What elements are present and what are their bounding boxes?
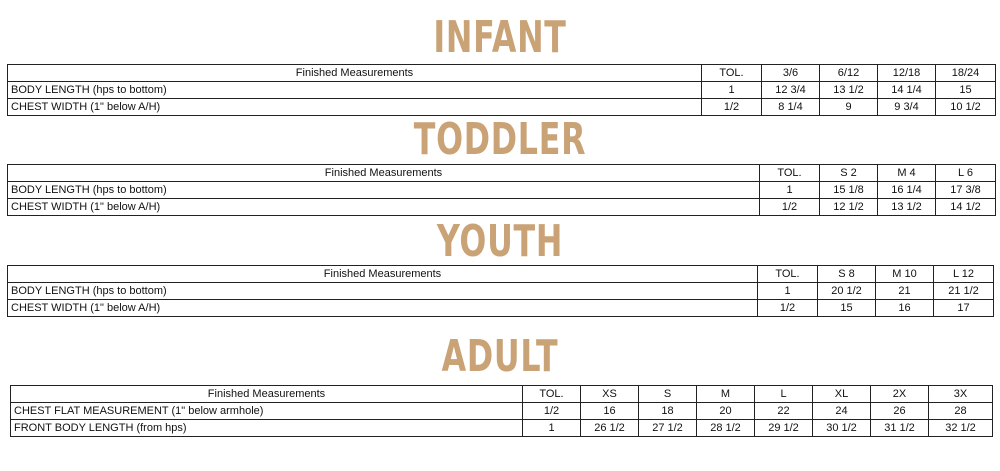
infant-size-table bbox=[7, 64, 996, 116]
measurement-cell: 24 bbox=[813, 403, 871, 420]
tolerance-cell: 1/2 bbox=[702, 99, 762, 116]
tolerance-cell: 1/2 bbox=[760, 199, 820, 216]
table-row bbox=[11, 403, 993, 420]
column-header-tol: TOL. bbox=[523, 386, 581, 403]
measurement-cell: 28 1/2 bbox=[697, 420, 755, 437]
measurement-cell: 29 1/2 bbox=[755, 420, 813, 437]
column-header-tol: TOL. bbox=[758, 266, 818, 283]
measurement-cell: 20 1/2 bbox=[818, 283, 876, 300]
measurement-cell: 20 bbox=[697, 403, 755, 420]
measurement-cell: 15 bbox=[818, 300, 876, 317]
column-header-size: 6/12 bbox=[820, 65, 878, 82]
measurement-cell: 18 bbox=[639, 403, 697, 420]
measurement-cell: 15 bbox=[936, 82, 996, 99]
column-header-label: Finished Measurements bbox=[8, 165, 760, 182]
table-row bbox=[8, 199, 996, 216]
table-header-row bbox=[11, 386, 993, 403]
row-label: CHEST WIDTH (1" below A/H) bbox=[8, 300, 758, 317]
measurement-cell: 10 1/2 bbox=[936, 99, 996, 116]
column-header-size: M 4 bbox=[878, 165, 936, 182]
column-header-label: Finished Measurements bbox=[8, 266, 758, 283]
measurement-cell: 9 bbox=[820, 99, 878, 116]
column-header-tol: TOL. bbox=[702, 65, 762, 82]
column-header-size: 2X bbox=[871, 386, 929, 403]
column-header-size: 3/6 bbox=[762, 65, 820, 82]
youth-size-table bbox=[7, 265, 994, 317]
toddler-size-table bbox=[7, 164, 996, 216]
measurement-cell: 22 bbox=[755, 403, 813, 420]
measurement-cell: 14 1/4 bbox=[878, 82, 936, 99]
tolerance-cell: 1 bbox=[523, 420, 581, 437]
measurement-cell: 12 3/4 bbox=[762, 82, 820, 99]
column-header-size: L 6 bbox=[936, 165, 996, 182]
youth-heading: YOUTH bbox=[436, 216, 564, 267]
measurement-cell: 26 bbox=[871, 403, 929, 420]
measurement-cell: 27 1/2 bbox=[639, 420, 697, 437]
row-label: CHEST WIDTH (1" below A/H) bbox=[8, 199, 760, 216]
toddler-heading: TODDLER bbox=[413, 114, 587, 165]
table-row bbox=[8, 82, 996, 99]
row-label: CHEST WIDTH (1" below A/H) bbox=[8, 99, 702, 116]
tolerance-cell: 1 bbox=[702, 82, 762, 99]
table-row bbox=[8, 99, 996, 116]
measurement-cell: 15 1/8 bbox=[820, 182, 878, 199]
column-header-size: 18/24 bbox=[936, 65, 996, 82]
table-header-row bbox=[8, 165, 996, 182]
measurement-cell: 21 bbox=[876, 283, 934, 300]
column-header-size: M bbox=[697, 386, 755, 403]
row-label: BODY LENGTH (hps to bottom) bbox=[8, 82, 702, 99]
table-row bbox=[8, 182, 996, 199]
measurement-cell: 21 1/2 bbox=[934, 283, 994, 300]
column-header-size: S bbox=[639, 386, 697, 403]
measurement-cell: 31 1/2 bbox=[871, 420, 929, 437]
adult-heading: ADULT bbox=[441, 331, 559, 382]
row-label: BODY LENGTH (hps to bottom) bbox=[8, 283, 758, 300]
column-header-label: Finished Measurements bbox=[8, 65, 702, 82]
column-header-size: L 12 bbox=[934, 266, 994, 283]
column-header-label: Finished Measurements bbox=[11, 386, 523, 403]
row-label: BODY LENGTH (hps to bottom) bbox=[8, 182, 760, 199]
table-row bbox=[8, 283, 994, 300]
column-header-size: 12/18 bbox=[878, 65, 936, 82]
measurement-cell: 16 bbox=[876, 300, 934, 317]
measurement-cell: 9 3/4 bbox=[878, 99, 936, 116]
infant-heading: INFANT bbox=[433, 12, 567, 63]
row-label: FRONT BODY LENGTH (from hps) bbox=[11, 420, 523, 437]
tolerance-cell: 1/2 bbox=[758, 300, 818, 317]
table-header-row bbox=[8, 65, 996, 82]
measurement-cell: 17 3/8 bbox=[936, 182, 996, 199]
column-header-tol: TOL. bbox=[760, 165, 820, 182]
measurement-cell: 32 1/2 bbox=[929, 420, 993, 437]
measurement-cell: 30 1/2 bbox=[813, 420, 871, 437]
measurement-cell: 16 1/4 bbox=[878, 182, 936, 199]
column-header-size: L bbox=[755, 386, 813, 403]
table-header-row bbox=[8, 266, 994, 283]
measurement-cell: 14 1/2 bbox=[936, 199, 996, 216]
row-label: CHEST FLAT MEASUREMENT (1" below armhole) bbox=[11, 403, 523, 420]
column-header-size: S 8 bbox=[818, 266, 876, 283]
measurement-cell: 12 1/2 bbox=[820, 199, 878, 216]
measurement-cell: 16 bbox=[581, 403, 639, 420]
column-header-size: XS bbox=[581, 386, 639, 403]
measurement-cell: 13 1/2 bbox=[878, 199, 936, 216]
column-header-size: M 10 bbox=[876, 266, 934, 283]
tolerance-cell: 1 bbox=[758, 283, 818, 300]
measurement-cell: 26 1/2 bbox=[581, 420, 639, 437]
measurement-cell: 8 1/4 bbox=[762, 99, 820, 116]
column-header-size: S 2 bbox=[820, 165, 878, 182]
measurement-cell: 28 bbox=[929, 403, 993, 420]
tolerance-cell: 1 bbox=[760, 182, 820, 199]
column-header-size: XL bbox=[813, 386, 871, 403]
measurement-cell: 13 1/2 bbox=[820, 82, 878, 99]
table-row bbox=[8, 300, 994, 317]
tolerance-cell: 1/2 bbox=[523, 403, 581, 420]
adult-size-table bbox=[10, 385, 993, 437]
table-row bbox=[11, 420, 993, 437]
column-header-size: 3X bbox=[929, 386, 993, 403]
measurement-cell: 17 bbox=[934, 300, 994, 317]
